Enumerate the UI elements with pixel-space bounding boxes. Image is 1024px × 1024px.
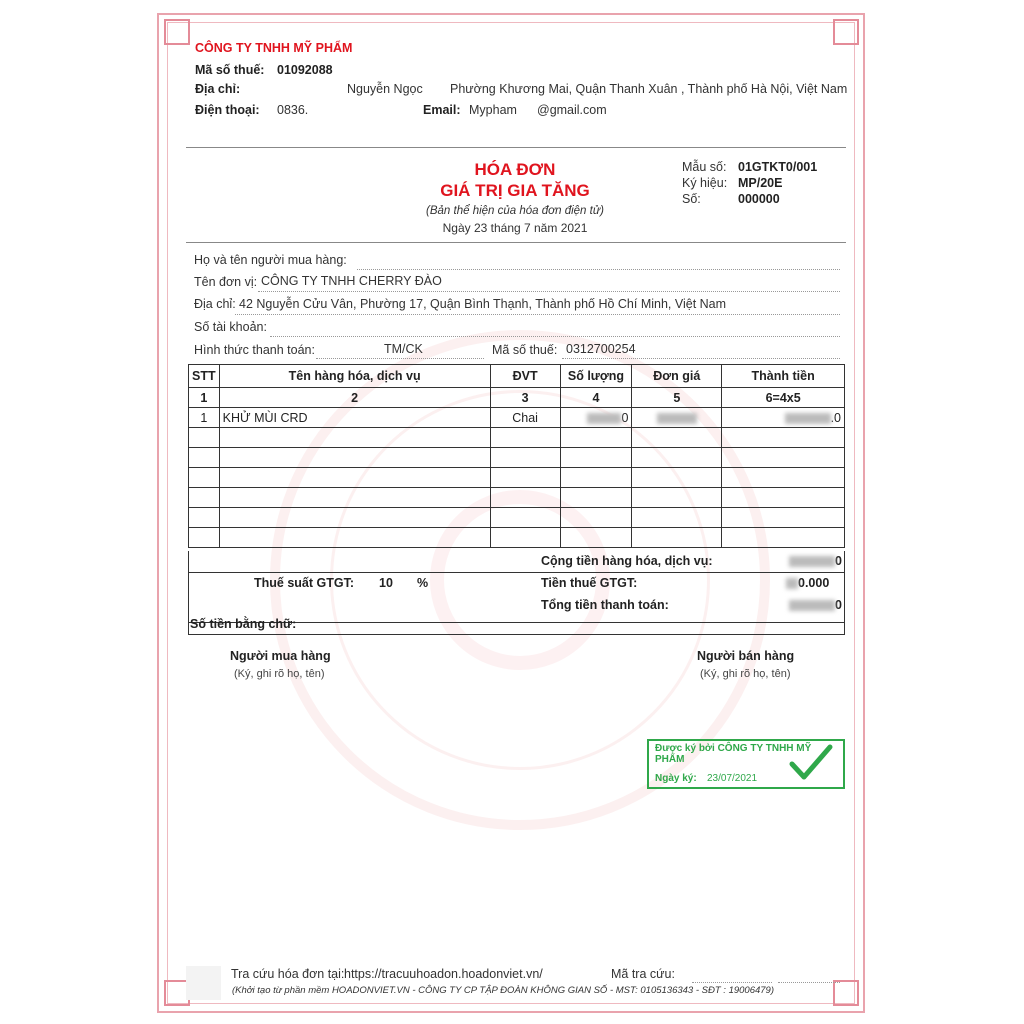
- seller-tax-label: Mã số thuế:: [195, 63, 265, 77]
- column-header: Tên hàng hóa, dịch vụ: [219, 365, 490, 388]
- row-amount: .0: [722, 408, 845, 428]
- row-unit-price: [632, 408, 722, 428]
- invoice-title-vat: GIÁ TRỊ GIA TĂNG: [440, 181, 590, 200]
- table-row-empty: [189, 528, 845, 548]
- buyer-tax-value: 0312700254: [566, 342, 636, 356]
- column-header: Thành tiền: [722, 365, 845, 388]
- buyer-address-label: Địa chỉ:: [194, 297, 236, 311]
- digital-signature-box: [647, 739, 845, 789]
- seller-address-name: Nguyễn Ngọc: [347, 82, 423, 96]
- buyer-account-label: Số tài khoản:: [194, 320, 267, 334]
- buyer-tax-label: Mã số thuế:: [492, 343, 558, 357]
- payment-method-label: Hình thức thanh toán:: [194, 343, 315, 357]
- header-divider: [186, 147, 846, 148]
- table-header-row: [189, 365, 845, 388]
- border-corner-ornament: [164, 19, 190, 45]
- subtotal-row: [188, 551, 845, 573]
- amount-in-words-label: Số tiền bằng chữ:: [190, 617, 297, 631]
- border-corner-ornament: [833, 19, 859, 45]
- buyer-tax-line: [562, 358, 840, 359]
- form-number-label: Mẫu số:: [682, 160, 727, 174]
- seller-email-user: Mypham: [469, 103, 517, 117]
- buyer-name-label: Họ và tên người mua hàng:: [194, 253, 347, 267]
- seller-email-label: Email:: [423, 103, 461, 117]
- symbol-value: MP/20E: [738, 176, 783, 190]
- buyer-account-line: [270, 336, 840, 337]
- buyer-unit-line: [258, 291, 840, 292]
- buyer-address-value: 42 Nguyễn Cửu Vân, Phường 17, Quận Bình Thạnh, Thành phố Hồ Chí Minh, Việt Nam: [239, 297, 727, 311]
- buyer-address-line: [235, 314, 840, 315]
- amount-in-words-row: [188, 614, 845, 635]
- row-product-name: KHỬ MÙI CRD: [219, 408, 490, 428]
- redacted-mark: [587, 413, 621, 424]
- row-unit: Chai: [490, 408, 560, 428]
- seller-signature-note: (Ký, ghi rõ họ, tên): [700, 668, 791, 680]
- redacted-mark: [789, 600, 835, 611]
- index-cell: 2: [219, 388, 490, 408]
- invoice-number-label: Số:: [682, 192, 701, 206]
- seller-tax-value: 01092088: [277, 63, 333, 77]
- table-row-empty: [189, 448, 845, 468]
- seller-phone-label: Điện thoại:: [195, 103, 260, 117]
- column-header: Đơn giá: [632, 365, 722, 388]
- invoice-subtitle: (Bản thể hiện của hóa đơn điện tử): [426, 205, 604, 217]
- lookup-code-line: [778, 982, 840, 983]
- column-header: Số lượng: [560, 365, 632, 388]
- buyer-signature-note: (Ký, ghi rõ họ, tên): [234, 668, 325, 680]
- vat-rate-label: Thuế suất GTGT:: [254, 576, 354, 590]
- seller-signature-title: Người bán hàng: [697, 649, 795, 663]
- invoice-date: Ngày 23 tháng 7 năm 2021: [442, 221, 588, 235]
- subtotal-value: 0: [789, 554, 842, 568]
- symbol-label: Ký hiệu:: [682, 176, 728, 190]
- vat-amount-label: Tiền thuế GTGT:: [541, 576, 638, 590]
- seller-company-name: CÔNG TY TNHH MỸ PHẨM: [195, 41, 353, 55]
- vat-amount-value: 0.000: [786, 576, 829, 590]
- index-cell: 5: [632, 388, 722, 408]
- index-cell: 3: [490, 388, 560, 408]
- redacted-mark: [786, 578, 798, 589]
- redacted-mark: [789, 556, 835, 567]
- row-quantity: 0: [560, 408, 632, 428]
- buyer-unit-label: Tên đơn vị:: [194, 275, 258, 289]
- redacted-mark: [657, 413, 697, 424]
- seller-phone-value: 0836.: [277, 103, 309, 117]
- signed-by-text: Được ký bởi CÔNG TY TNHH MỸ PHẨM: [655, 743, 812, 765]
- index-cell: 4: [560, 388, 632, 408]
- lookup-label: Tra cứu hóa đơn tại:: [231, 967, 345, 981]
- buyer-signature-title: Người mua hàng: [230, 649, 331, 663]
- lookup-url[interactable]: https://tracuuhoadon.hoadonviet.vn/: [344, 967, 543, 981]
- lookup-code-line: [692, 982, 772, 983]
- column-header: STT: [189, 365, 220, 388]
- index-cell: 6=4x5: [722, 388, 845, 408]
- sign-date-value: 23/07/2021: [707, 773, 758, 784]
- buyer-name-line: [357, 269, 840, 270]
- redacted-mark: [785, 413, 831, 424]
- checkmark-icon: [789, 744, 833, 782]
- table-row-empty: [189, 468, 845, 488]
- row-stt: 1: [189, 408, 220, 428]
- grand-total-label: Tổng tiền thanh toán:: [541, 598, 669, 612]
- seller-address-label: Địa chỉ:: [195, 82, 241, 96]
- software-credits: (Khởi tạo từ phần mềm HOADONVIET.VN - CÔNG TY CP TẬP ĐOÀN KHÔNG GIAN SỐ - MST: 0105136343 - SĐT : 19006479): [232, 985, 775, 996]
- vat-rate-unit: %: [417, 576, 429, 590]
- vat-rate-value: 10: [379, 576, 393, 590]
- column-header: ĐVT: [490, 365, 560, 388]
- form-number-value: 01GTKT0/001: [738, 160, 818, 174]
- table-row: [189, 408, 845, 428]
- invoice-number-value: 000000: [738, 192, 780, 206]
- title-divider: [186, 242, 846, 243]
- seller-address-value: Phường Khương Mai, Quận Thanh Xuân , Thành phố Hà Nội, Việt Nam: [450, 82, 848, 96]
- index-cell: 1: [189, 388, 220, 408]
- buyer-unit-value: CÔNG TY TNHH CHERRY ĐÀO: [261, 274, 442, 288]
- seller-email-domain: @gmail.com: [537, 103, 607, 117]
- invoice-title: HÓA ĐƠN: [474, 160, 556, 179]
- payment-method-value: TM/CK: [384, 342, 423, 356]
- border-corner-ornament: [833, 980, 859, 1006]
- lookup-code-label: Mã tra cứu:: [611, 967, 675, 981]
- table-row-empty: [189, 488, 845, 508]
- table-row-empty: [189, 428, 845, 448]
- payment-method-line: [316, 358, 484, 359]
- grand-total-value: 0: [789, 598, 842, 612]
- qr-code-placeholder: [186, 966, 221, 1000]
- subtotal-label: Cộng tiền hàng hóa, dịch vụ:: [541, 554, 713, 568]
- table-row-empty: [189, 508, 845, 528]
- sign-date-label: Ngày ký:: [655, 773, 697, 784]
- column-index-row: [189, 388, 845, 408]
- items-table: [188, 364, 845, 548]
